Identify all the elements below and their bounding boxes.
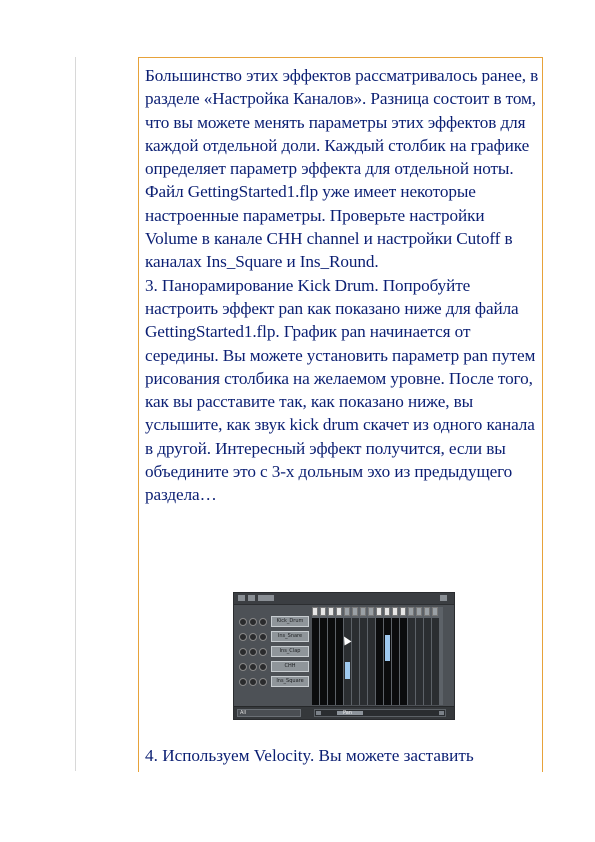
step-column xyxy=(312,618,319,705)
step-column xyxy=(320,618,327,705)
volume-knob-icon xyxy=(249,633,257,641)
step-button xyxy=(312,607,318,616)
sequencer-titlebar xyxy=(234,593,454,605)
sequencer-bottombar xyxy=(234,706,454,719)
left-margin-rule xyxy=(75,57,76,771)
step-column xyxy=(384,618,391,705)
step-button xyxy=(416,607,422,616)
channel-button: CHH xyxy=(271,661,309,672)
pan-knob-icon xyxy=(239,678,247,686)
step-button xyxy=(320,607,326,616)
channel-button: Kick_Drum xyxy=(271,616,309,627)
paragraph-velocity: 4. Используем Velocity. Вы можете заставить xyxy=(145,746,474,765)
step-button xyxy=(400,607,406,616)
step-column xyxy=(368,618,375,705)
step-column xyxy=(392,618,399,705)
step-button xyxy=(328,607,334,616)
menu-icon xyxy=(238,595,245,601)
step-button xyxy=(392,607,398,616)
step-button xyxy=(376,607,382,616)
step-sequencer-screenshot xyxy=(233,592,455,720)
pan-knob-icon xyxy=(239,618,247,626)
step-button xyxy=(344,607,350,616)
pan-bar xyxy=(345,662,350,679)
swing-icon xyxy=(258,595,274,601)
step-column xyxy=(408,618,415,705)
step-column xyxy=(400,618,407,705)
track-knob-icon xyxy=(259,618,267,626)
step-button xyxy=(408,607,414,616)
step-button xyxy=(360,607,366,616)
step-column xyxy=(376,618,383,705)
close-icon xyxy=(440,595,447,601)
pan-knob-icon xyxy=(239,633,247,641)
scroll-right-icon xyxy=(439,711,444,715)
step-column xyxy=(432,618,439,705)
pan-knob-icon xyxy=(239,648,247,656)
pattern-icon xyxy=(248,595,255,601)
step-button xyxy=(336,607,342,616)
track-knob-icon xyxy=(259,678,267,686)
step-column xyxy=(416,618,423,705)
track-knob-icon xyxy=(259,648,267,656)
paragraph-effects: Большинство этих эффектов рассматривалось ранее, в разделе «Настройка Каналов». Разница состоит в том, что вы можете менять параметры этих эффектов для каждой отдельной доли. Каждый столбик на графике определяет параметр эффекта для отдельной ноты. Файл GettingStarted1.flp уже имеет некоторые настроенные параметры. Проверьте настройки Volume в канале CHH channel и настройки Cutoff в каналах Ins_Square и Ins_Round. xyxy=(145,66,543,272)
step-column xyxy=(328,618,335,705)
step-button xyxy=(368,607,374,616)
track-knob-icon xyxy=(259,663,267,671)
piano-keys xyxy=(312,607,443,616)
pan-event-grid xyxy=(312,607,443,705)
step-button xyxy=(432,607,438,616)
scroll-left-icon xyxy=(316,711,321,715)
step-button xyxy=(352,607,358,616)
step-column xyxy=(360,618,367,705)
step-button xyxy=(424,607,430,616)
pan-bar xyxy=(385,635,390,661)
step-column xyxy=(352,618,359,705)
channel-button: Ins_Clap xyxy=(271,646,309,657)
channel-filter-select: All xyxy=(237,709,301,717)
volume-knob-icon xyxy=(249,648,257,656)
step-button xyxy=(384,607,390,616)
volume-knob-icon xyxy=(249,663,257,671)
track-knob-icon xyxy=(259,633,267,641)
scroll-label: Pan xyxy=(343,710,353,716)
paragraph-kick-pan: 3. Панорамирование Kick Drum. Попробуйте настроить эффект pan как показано ниже для файла GettingStarted1.flp. График pan начинается от середины. Вы можете установить параметр pan путем рисования столбика на желаемом уровне. После того, как вы расставите так, как показано ниже, вы услышите, как звук kick drum скачет из одного канала в другой. Интересный эффект получится, если вы объедините это с 3-х дольным эхо из предыдущего раздела… xyxy=(145,275,540,505)
channel-button: Ins_Snare xyxy=(271,631,309,642)
volume-knob-icon xyxy=(249,618,257,626)
volume-knob-icon xyxy=(249,678,257,686)
step-column xyxy=(336,618,343,705)
horizontal-scrollbar xyxy=(314,709,446,717)
pan-knob-icon xyxy=(239,663,247,671)
step-column xyxy=(424,618,431,705)
channel-button: Ins_Square xyxy=(271,676,309,687)
body-text xyxy=(145,64,543,507)
